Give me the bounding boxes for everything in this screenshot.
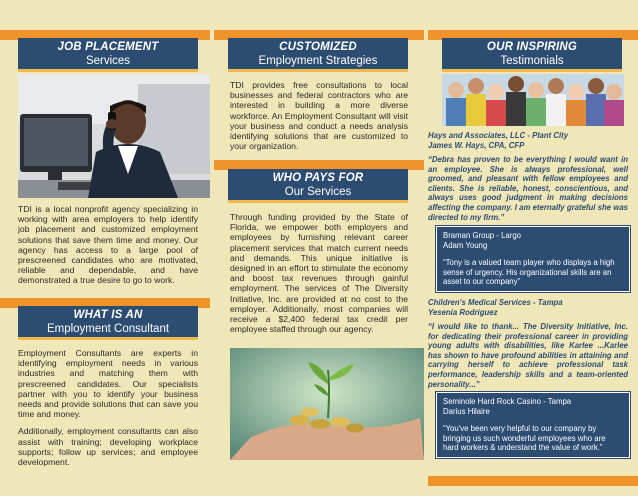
consultant-text bbox=[18, 348, 198, 474]
header-title: WHAT IS AN bbox=[73, 309, 143, 321]
testimonial-2-org: Braman Group - Largo bbox=[443, 231, 522, 240]
who-pays-text: Through funding provided by the State of Florida, we empower both employers and employees by furnishing relevant career placement services that match current needs and demands. This unique initiative is designed in an effort to stimulate the economy and boost tax revenues through gainful employment. The services of The Diversity Initiative, Inc. are provided at no cost to the employer. Additionally, most companies will receive a $2,400 federal tax credit per employee staffed through our agency. bbox=[230, 212, 408, 335]
testimonial-3-quote: “I would like to thank... The Diversity Initiative, Inc. for dedicating their professional career in providing young adults with disabilities, like Karlee ...Karlee has shown to have profound abilities in attaining and carrying herself to achieve professional task performance, leadership skills and a team-oriented personality...” bbox=[428, 322, 628, 389]
businessman-phone-photo bbox=[18, 74, 210, 198]
consultant-paragraph-2: Additionally, employment consultants can also assist with training; developing workplace supports; follow up services; and employee development. bbox=[18, 426, 198, 468]
testimonial-2-quote: “Tony is a valued team player who displays a high sense of urgency. His organizational skills are an asset to our company” bbox=[443, 258, 615, 287]
testimonial-2-box bbox=[436, 226, 630, 292]
testimonial-4-quote: “You've been very helpful to our company by bringing us such wonderful employees who are hard workers & understand the value of work.” bbox=[443, 424, 606, 453]
header-subtitle: Employment Strategies bbox=[258, 55, 378, 67]
intro-text: TDI is a local nonprofit agency specializing in working with area employers to help identify job placement and customized employment solutions that save them time and money. Our agency has access to a large pool of prescreened candidates who are motivated, reliable and dependable, and have demonstrated a true desire to go to work. bbox=[18, 204, 198, 286]
testimonial-4-box bbox=[436, 392, 630, 458]
header-title: OUR INSPIRING bbox=[486, 41, 578, 53]
testimonial-2-name: Adam Young bbox=[443, 240, 488, 250]
header-subtitle: Testimonials bbox=[500, 55, 564, 67]
header-subtitle: Our Services bbox=[284, 186, 352, 198]
header-title: WHO PAYS FOR bbox=[272, 172, 364, 184]
panel-testimonials bbox=[428, 0, 638, 496]
header-customized bbox=[228, 38, 408, 72]
testimonial-1-header bbox=[428, 131, 628, 151]
header-testimonials bbox=[442, 38, 622, 72]
testimonial-1-org: Hays and Associates, LLC - Plant City bbox=[428, 131, 569, 140]
header-subtitle: Services bbox=[85, 55, 131, 67]
header-employment-consultant bbox=[18, 306, 198, 340]
testimonial-1-quote: “Debra has proven to be everything I would want in an employee. She is always professional, well groomed, and pleasant with fellow employees and clients. She is reliable, honest, conscientious, and always uses good judgment in making decisions affecting the company. I am eternally grateful she was directed to my firm.” bbox=[428, 155, 628, 222]
testimonial-1-name: James W. Hays, CPA, CFP bbox=[428, 141, 525, 150]
panel-job-placement bbox=[0, 0, 210, 496]
header-title: CUSTOMIZED bbox=[279, 41, 357, 53]
header-who-pays bbox=[228, 169, 408, 203]
group-people-photo bbox=[442, 74, 624, 126]
testimonial-4-name: Darius Hilaire bbox=[443, 406, 490, 416]
panel-customized bbox=[214, 0, 424, 496]
header-subtitle: Employment Consultant bbox=[46, 323, 170, 335]
testimonial-4-org: Seminole Hard Rock Casino - Tampa bbox=[443, 397, 572, 406]
header-job-placement bbox=[18, 38, 198, 72]
testimonial-3-header bbox=[428, 298, 628, 318]
testimonial-3-name: Yesenia Rodriguez bbox=[428, 308, 498, 317]
testimonial-3-org: Children's Medical Services - Tampa bbox=[428, 298, 563, 307]
orange-band bbox=[428, 476, 638, 486]
header-title: JOB PLACEMENT bbox=[57, 41, 159, 53]
consultant-paragraph-1: Employment Consultants are experts in identifying employment needs in various industries and matching them with prescreened candidates. Our specialists partner with you to identify your business needs and provide solutions that can save you time and money. bbox=[18, 348, 198, 420]
coins-plant-photo bbox=[230, 348, 424, 460]
customized-text: TDI provides free consultations to local businesses and federal contractors who are interested in building a more diverse workforce. An Employment Consultant will visit your business and conduct a needs analysis identifying solutions that are customized to your organization. bbox=[230, 80, 408, 152]
